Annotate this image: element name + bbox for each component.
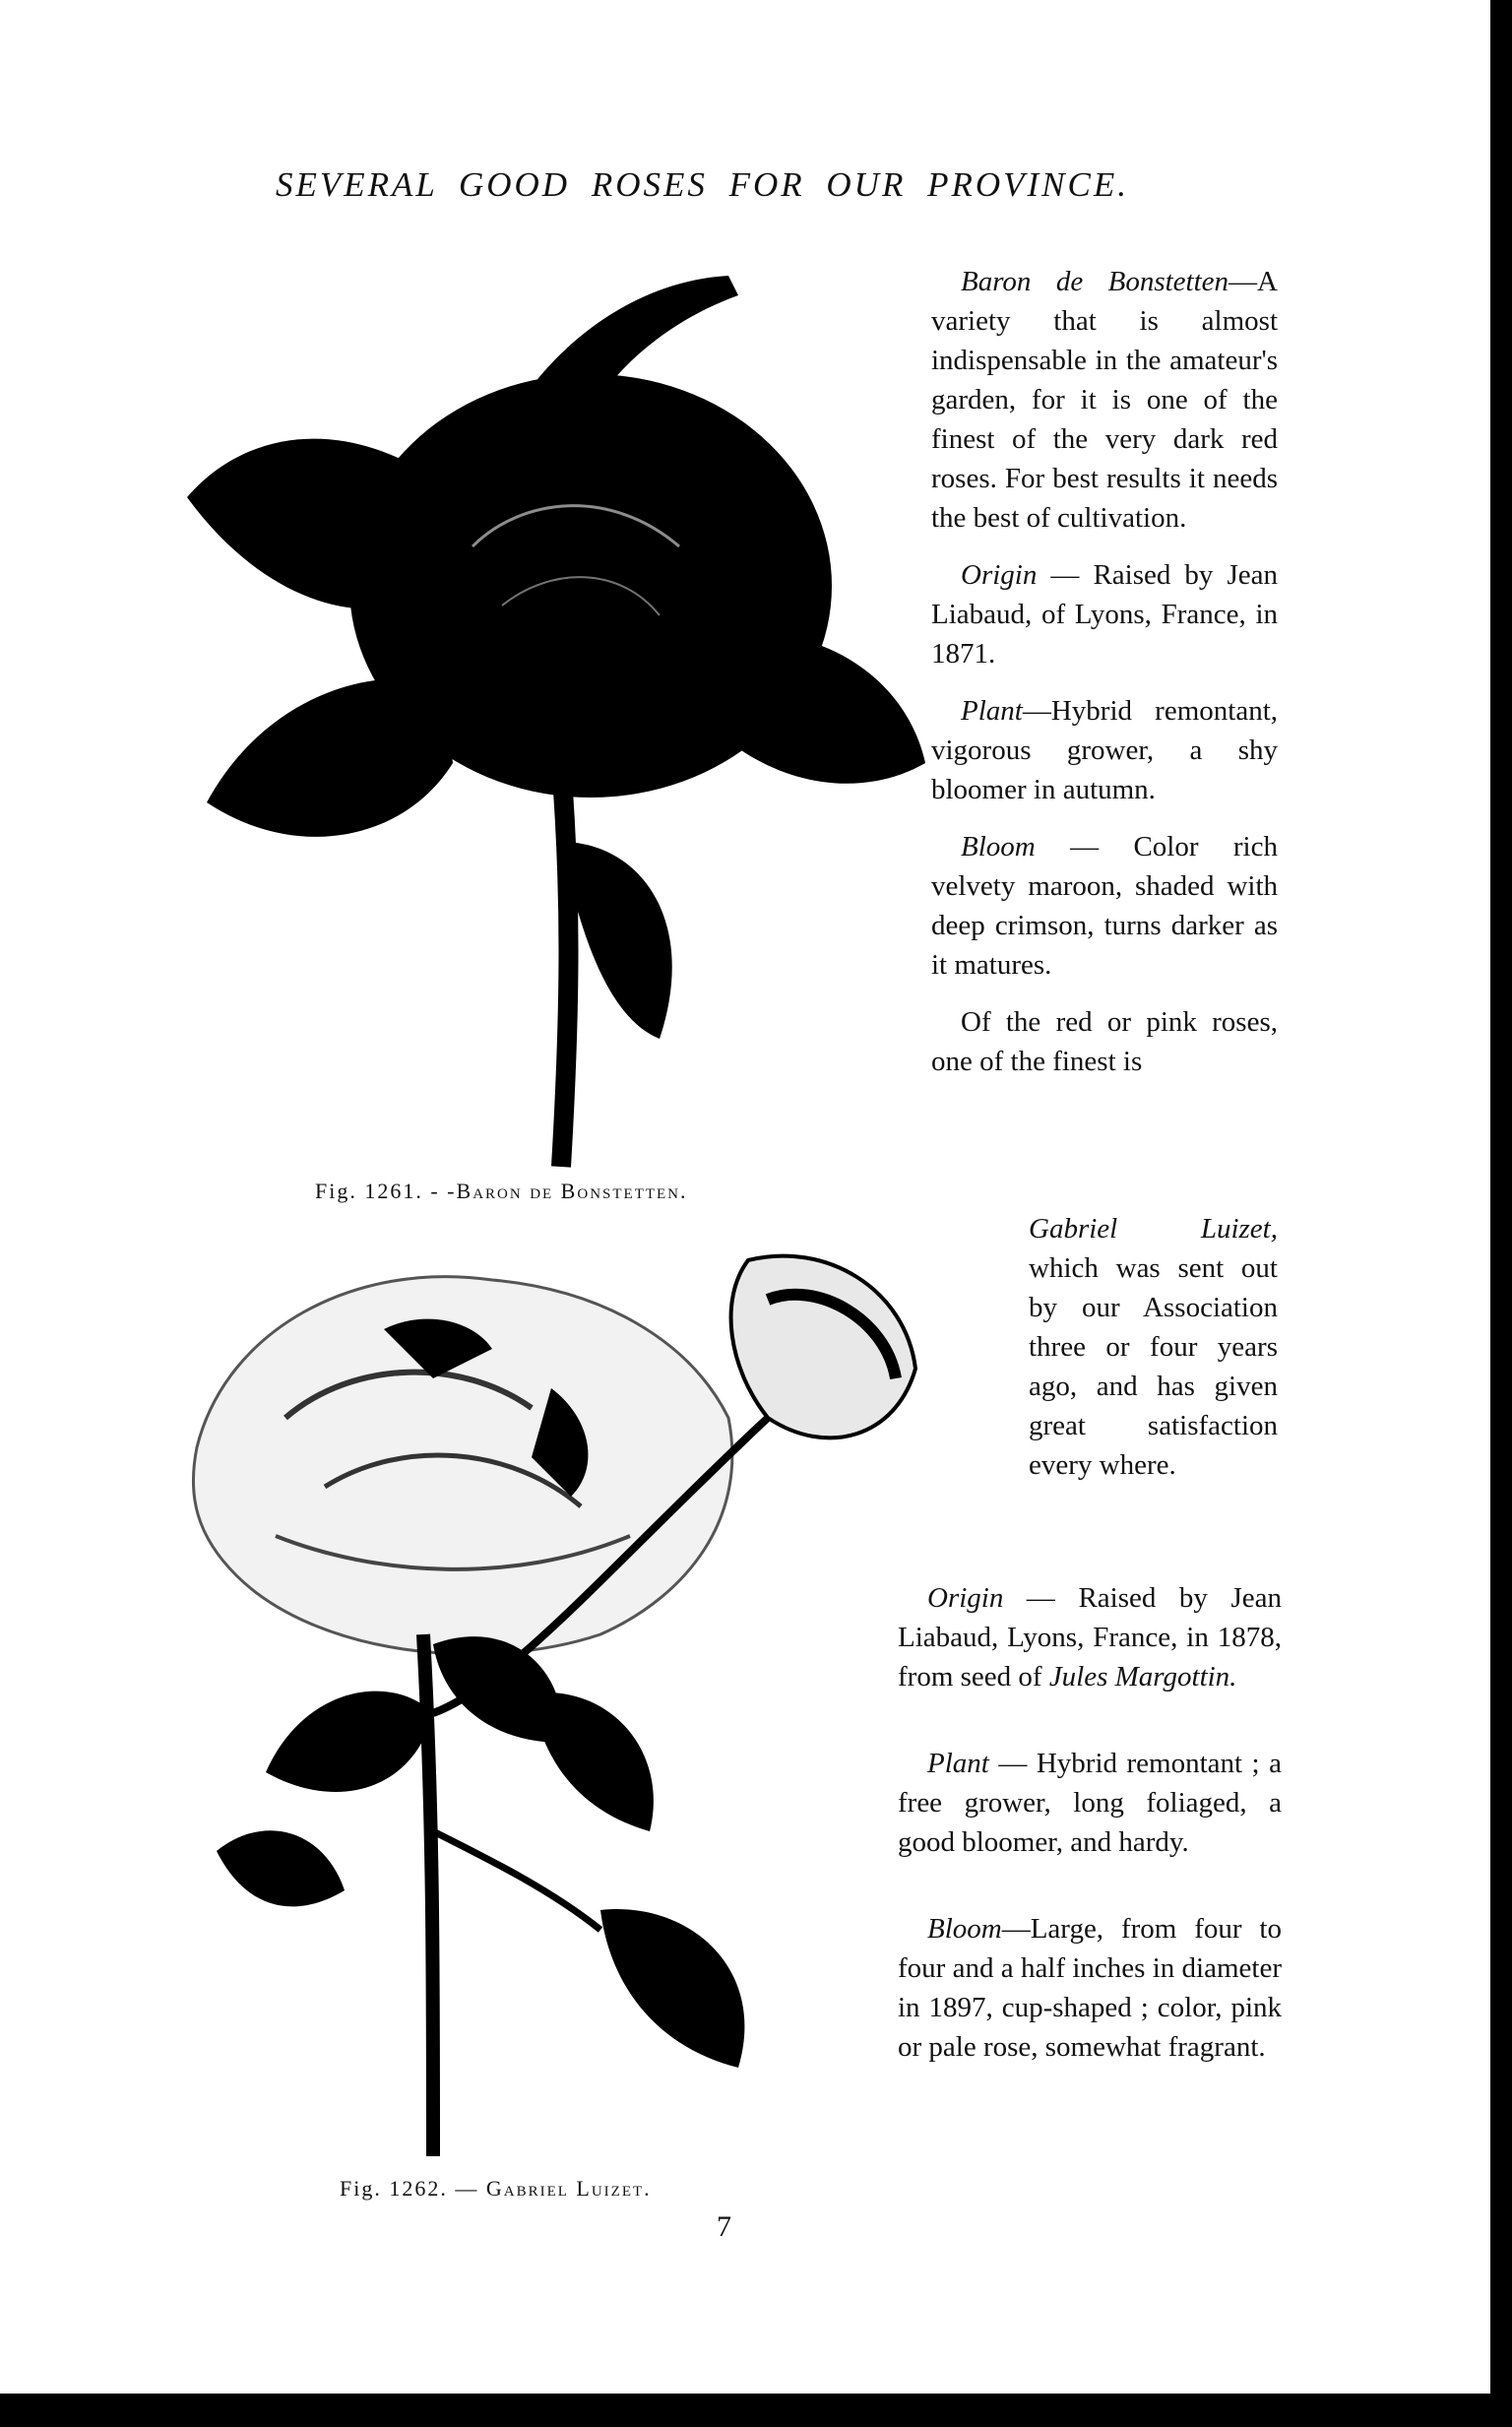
article-gabriel-luizet-details (898, 1578, 1282, 2114)
bloom-label: Bloom (961, 831, 1036, 862)
bloom-paragraph (931, 827, 1278, 985)
intro-paragraph (1029, 1209, 1278, 1485)
scan-border-right (1490, 0, 1512, 2427)
plant-text: —Hybrid remontant, vigorous grower, a shy bloomer in autumn. (931, 695, 1278, 805)
caption-prefix: Fig. 1262. (340, 2176, 448, 2201)
origin-variety: Jules Margottin. (1048, 1661, 1237, 1693)
page-header: SEVERAL GOOD ROSES FOR OUR PROVINCE. (276, 165, 1129, 204)
bloom-text: —Large, from four to four and a half inches in diameter in 1897, cup-shaped ; color, pink or pale rose, somewhat fragrant. (898, 1913, 1282, 2063)
scan-border-bottom (0, 2394, 1512, 2427)
origin-paragraph (898, 1578, 1282, 1696)
bloom-paragraph (898, 1909, 1282, 2067)
caption-title: Baron de Bonstetten. (456, 1179, 688, 1203)
plant-text: — Hybrid remontant ; a free grower, long foliaged, a good bloomer, and hardy. (898, 1748, 1282, 1858)
intro-text: —A variety that is almost indispensable in the amateur's garden, for it is one of the finest of the very dark red roses. For best results it needs the best of cultivation. (931, 266, 1278, 534)
article-gabriel-luizet-intro (1029, 1209, 1278, 1502)
figure-caption-1262 (340, 2176, 652, 2202)
plant-label: Plant (927, 1748, 989, 1779)
origin-text: — Raised by Jean Liabaud, Lyons, France, in 1878, from seed of (898, 1582, 1282, 1693)
plant-paragraph (931, 691, 1278, 809)
origin-label: Origin (961, 559, 1038, 591)
caption-prefix: Fig. 1261. (315, 1179, 423, 1203)
bloom-label: Bloom (927, 1913, 1002, 1945)
bloom-text: — Color rich velvety maroon, shaded with deep crimson, turns darker as it matures. (931, 831, 1278, 981)
rose-name: Baron de Bonstetten (961, 266, 1229, 297)
caption-separator: - - (422, 1179, 457, 1203)
origin-paragraph (931, 555, 1278, 673)
origin-text: — Raised by Jean Liabaud, of Lyons, France, in 1871. (931, 559, 1278, 670)
origin-label: Origin (927, 1582, 1004, 1614)
intro-text: which was sent out by our Association three or four years ago, and has given great satisfaction every where. (1029, 1252, 1278, 1481)
figure-caption-1261 (315, 1179, 688, 1204)
plant-label: Plant (961, 695, 1023, 727)
caption-separator: — (447, 2176, 486, 2201)
rose-name: Gabriel Luizet, (1029, 1213, 1278, 1245)
transition-paragraph: Of the red or pink roses, one of the finest is (931, 1006, 1278, 1077)
article-baron-de-bonstetten (931, 262, 1278, 1099)
intro-paragraph (931, 262, 1278, 538)
page-number: 7 (717, 2210, 731, 2243)
caption-title: Gabriel Luizet. (485, 2176, 652, 2201)
rose-illustration-baron-de-bonstetten (148, 251, 1034, 1177)
plant-paragraph (898, 1744, 1282, 1862)
